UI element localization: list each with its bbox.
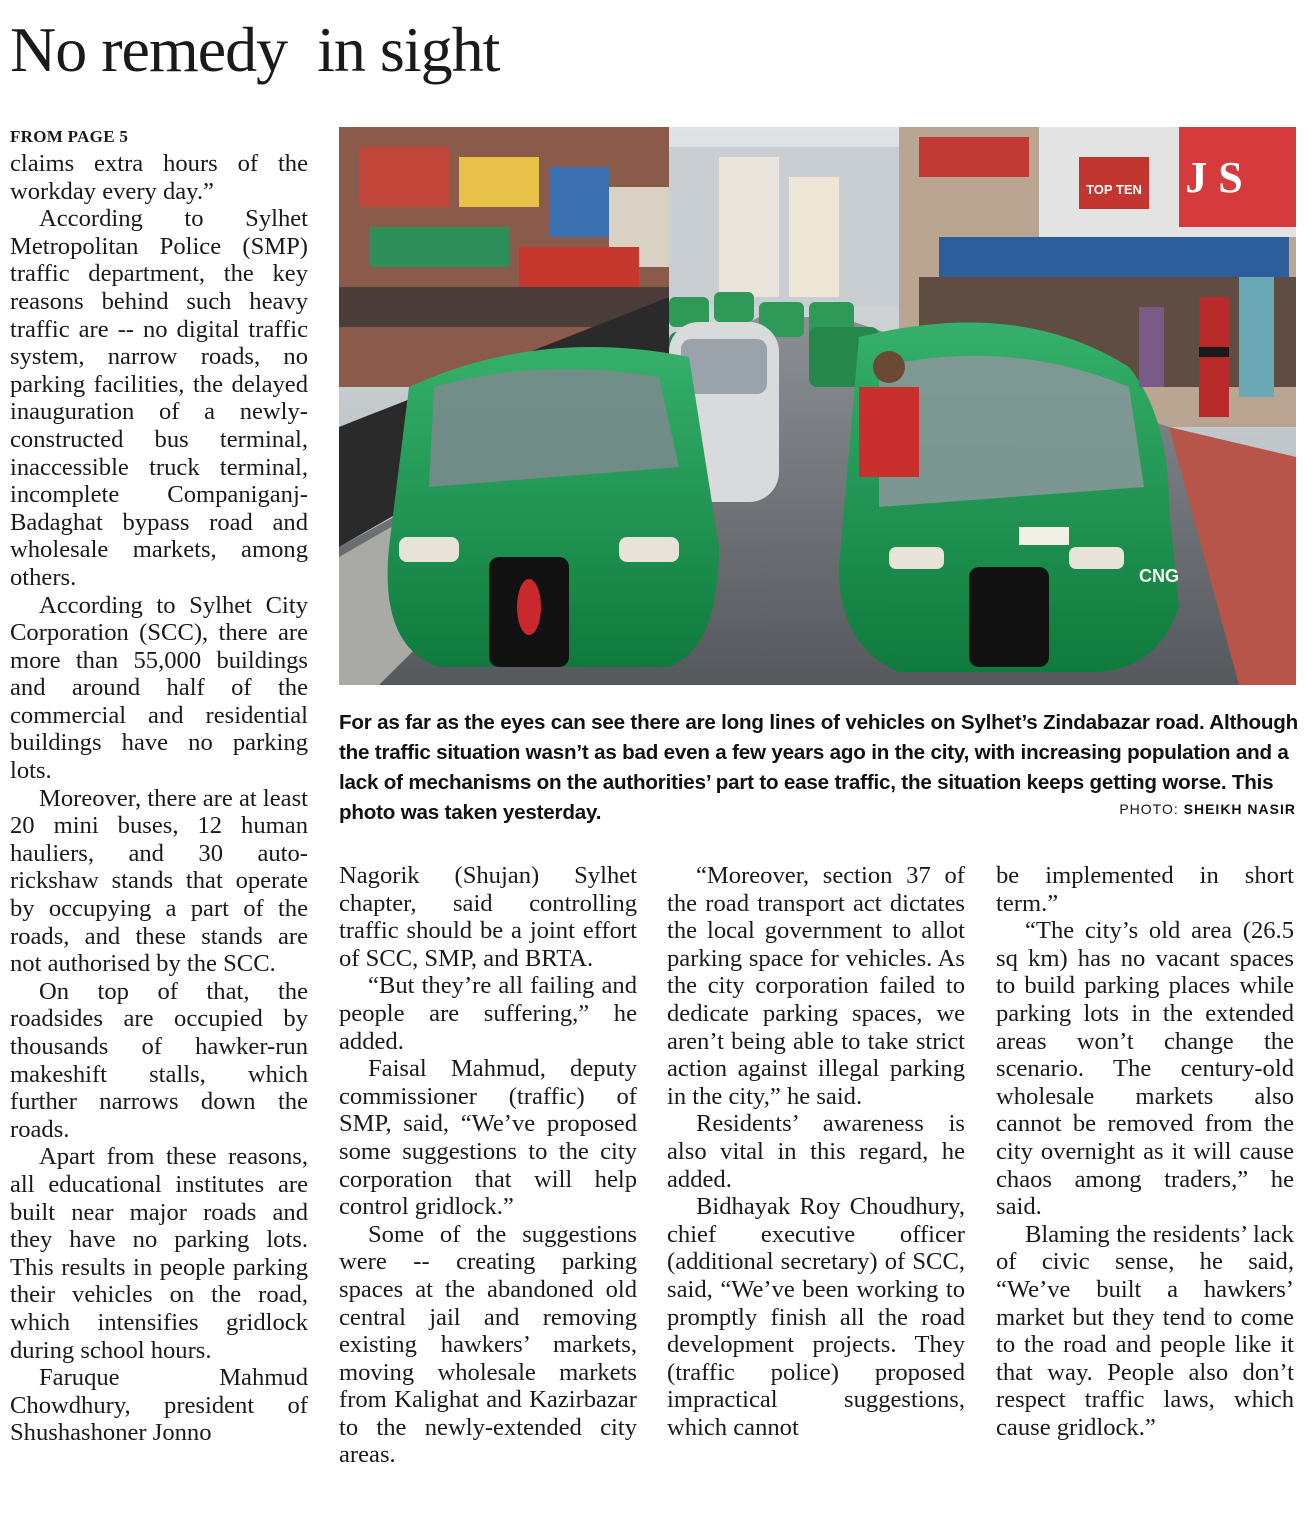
paragraph: Nagorik (Shujan) Sylhet chapter, said controlling traffic should be a joint effort of SCC, SMP, and BRTA.	[339, 862, 637, 972]
paragraph: According to Sylhet City Corporation (SCC), there are more than 55,000 buildings and around half of the commercial and residential buildings have no parking lots.	[10, 591, 308, 785]
article-column-1	[10, 150, 308, 1510]
paragraph: Blaming the residents’ lack of civic sense, he said, “We’ve built a hawkers’ market but they tend to come to the road and people like it that way. People also don’t respect traffic laws, which cause gridlock.”	[996, 1220, 1294, 1441]
paragraph: Some of the suggestions were -- creating parking spaces at the abandoned old central jail and removing existing hawkers’ markets, moving wholesale markets from Kalighat and Kazirbazar to the newly-extended city areas.	[339, 1220, 637, 1469]
paragraph: Moreover, there are at least 20 mini buses, 12 human hauliers, and 30 auto-rickshaw stands that operate by occupying a part of the roads, and these stands are not authorised by the SCC.	[10, 784, 308, 978]
article-column-4	[996, 862, 1294, 1441]
paragraph: On top of that, the roadsides are occupied by thousands of hawker-run makeshift stalls, which further narrows down the roads.	[10, 977, 308, 1143]
photo-credit-name: SHEIKH NASIR	[1183, 801, 1296, 817]
vehicle-label: CNG	[1139, 566, 1179, 586]
paragraph: be implemented in short term.”	[996, 862, 1294, 917]
paragraph: Faruque Mahmud Chowdhury, president of Shushashoner Jonno	[10, 1364, 308, 1447]
shop-sign: TOP TEN	[1086, 182, 1142, 197]
paragraph: “Moreover, section 37 of the road transport act dictates the local government to allot parking space for vehicles. As the city corporation failed to dedicate parking spaces, we aren’t being able to take strict action against illegal parking in the city,” he said.	[667, 862, 965, 1110]
paragraph: Bidhayak Roy Choudhury, chief executive officer (additional secretary) of SCC, said, “We’ve been working to promptly finish all the road development projects. They (traffic police) proposed impractical suggestions, which cannot	[667, 1193, 965, 1441]
shop-sign: J S	[1185, 153, 1243, 202]
headline: No remedy in sight	[10, 14, 500, 85]
photo-credit-label: PHOTO:	[1119, 801, 1179, 817]
paragraph: Faisal Mahmud, deputy commissioner (traffic) of SMP, said, “We’ve proposed some suggestions to the city corporation that will help control gridlock.”	[339, 1055, 637, 1221]
paragraph: claims extra hours of the workday every day.”	[10, 150, 308, 205]
from-page-label: FROM PAGE 5	[10, 127, 129, 146]
paragraph: According to Sylhet Metropolitan Police (SMP) traffic department, the key reasons behind such heavy traffic are -- no digital traffic system, narrow roads, no parking facilities, the delayed inauguration of a newly-constructed bus terminal, inaccessible truck terminal, incomplete Companiganj-Badaghat bypass road and wholesale markets, among others.	[10, 205, 308, 591]
photo-credit	[1119, 801, 1296, 817]
article-column-2	[339, 862, 637, 1469]
paragraph: Residents’ awareness is also vital in this regard, he added.	[667, 1110, 965, 1193]
news-photo	[339, 127, 1296, 685]
article-column-3	[667, 862, 965, 1441]
photo-caption: For as far as the eyes can see there are long lines of vehicles on Sylhet’s Zindabazar road. Although the traffic situation wasn’t as bad even a few years ago in the city, with increasing population and a lack of mechanisms on the authorities’ part to ease traffic, the situation keeps getting worse. This photo was taken yesterday.	[339, 711, 1299, 824]
paragraph: Apart from these reasons, all educational institutes are built near major roads and they have no parking lots. This results in people parking their vehicles on the road, which intensifies gridlock during school hours.	[10, 1143, 308, 1364]
paragraph: “But they’re all failing and people are suffering,” he added.	[339, 972, 637, 1055]
paragraph: “The city’s old area (26.5 sq km) has no vacant spaces to build parking places while parking lots in the extended areas won’t change the scenario. The century-old wholesale markets also cannot be removed from the city overnight as it will cause chaos among traders,” he said.	[996, 917, 1294, 1221]
